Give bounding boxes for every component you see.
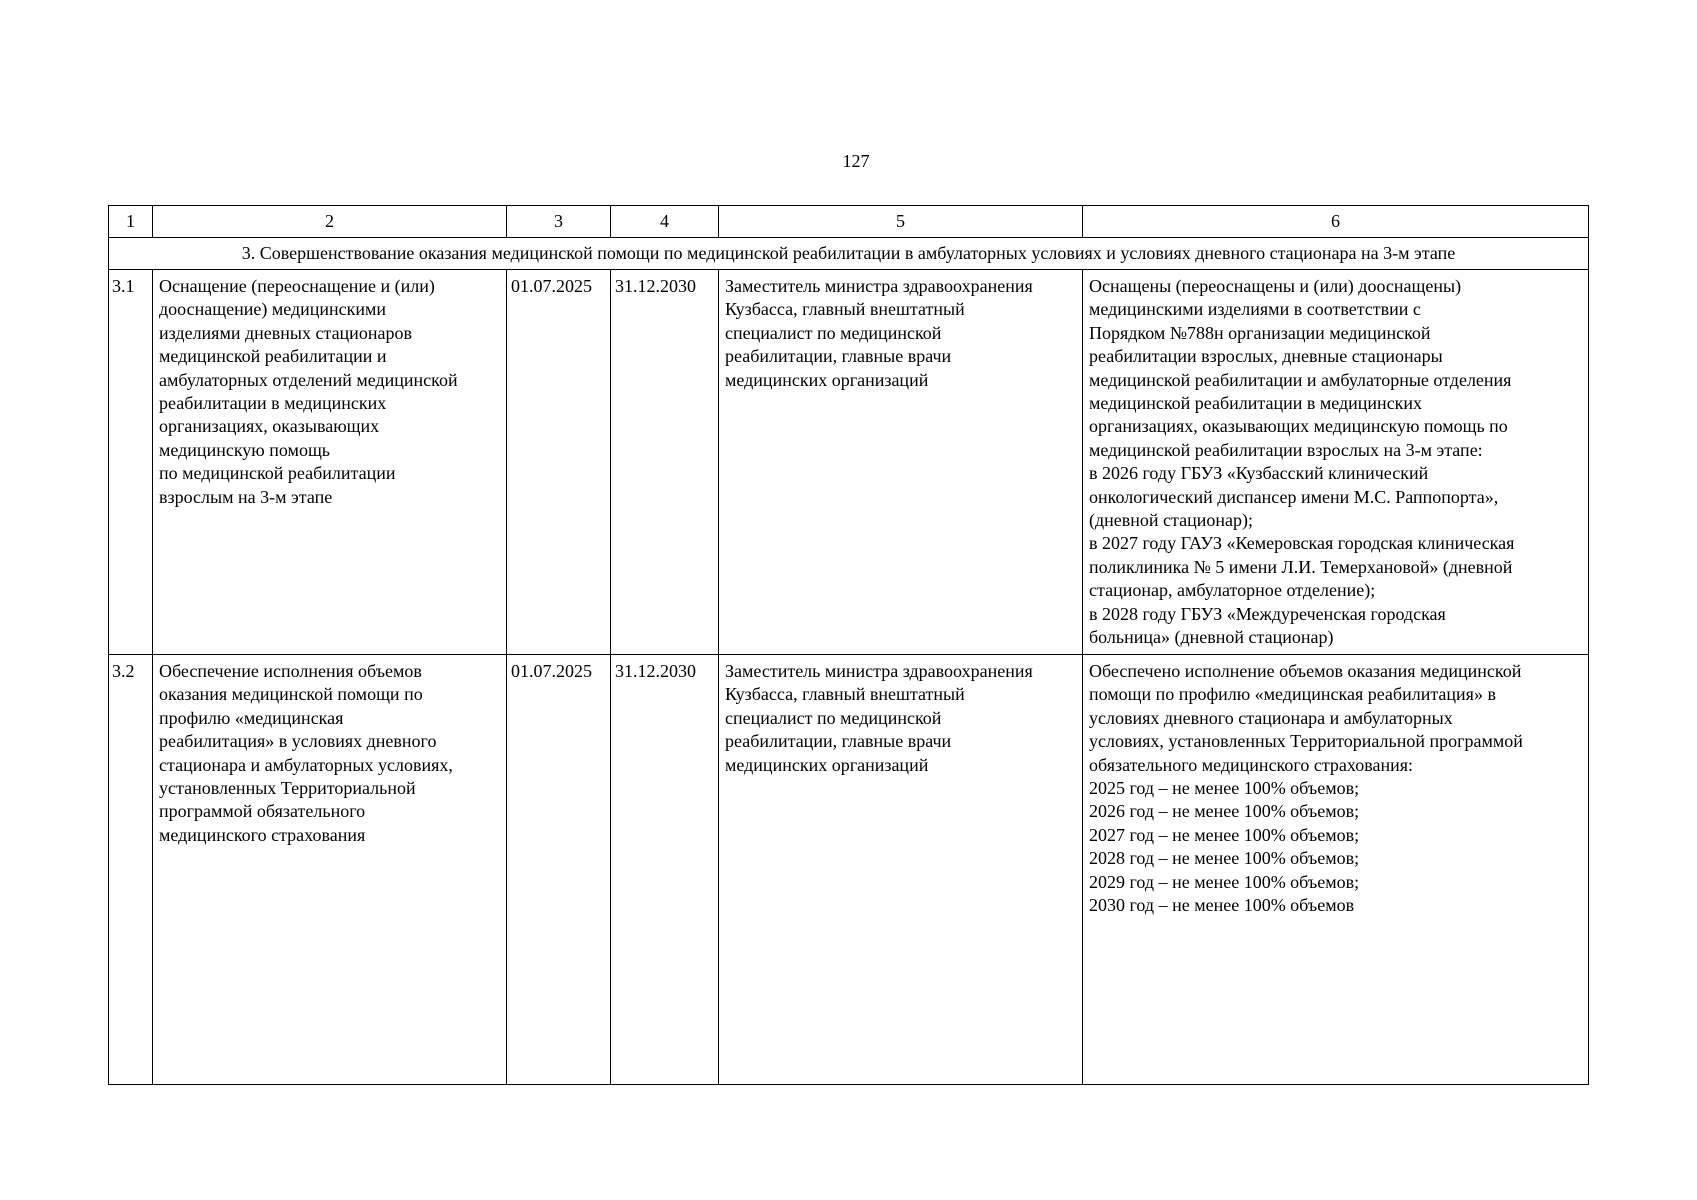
text-line: организациях, оказывающих (159, 416, 380, 437)
table-row (109, 270, 1589, 655)
text-line: реабилитации, главные врачи (725, 346, 952, 367)
text-line: взрослым на 3-м этапе (159, 486, 333, 507)
text-line: реабилитации в медицинских (159, 393, 387, 414)
text-line: по медицинской реабилитации (159, 463, 396, 484)
text-line: амбулаторных отделений медицинской (159, 369, 458, 390)
text-line: медицинского страхования (159, 824, 366, 845)
text-line: установленных Территориальной (159, 778, 416, 799)
text-line: в 2027 году ГАУЗ «Кемеровская городская клиническая (1089, 533, 1515, 554)
text-line: реабилитация» в условиях дневного (159, 731, 437, 752)
text-line: больница» (дневной стационар) (1089, 627, 1334, 648)
start-date: 01.07.2025 (507, 655, 611, 1085)
end-date: 31.12.2030 (611, 270, 719, 655)
text-line: специалист по медицинской (725, 322, 942, 343)
text-line: Обеспечение исполнения объемов (159, 661, 422, 681)
text-line: дооснащение) медицинскими (159, 299, 387, 320)
text-line: медицинских организаций (725, 369, 929, 390)
header-col-4: 4 (611, 206, 719, 238)
text-line: 2027 год – не менее 100% объемов; (1089, 824, 1360, 845)
text-line: онкологический диспансер имени М.С. Раппопорта», (1089, 486, 1499, 507)
responsible-cell (719, 270, 1083, 655)
text-line: специалист по медицинской (725, 707, 942, 728)
text-line: Обеспечено исполнение объемов оказания медицинской (1089, 661, 1522, 681)
result-cell (1083, 270, 1589, 655)
text-line: оказания медицинской помощи по (159, 684, 423, 705)
text-line: 2029 год – не менее 100% объемов; (1089, 871, 1360, 892)
header-col-5: 5 (719, 206, 1083, 238)
section-title: 3. Совершенствование оказания медицинской помощи по медицинской реабилитации в амбулаторных условиях и условиях дневного стационара на 3-м этапе (109, 238, 1589, 270)
text-line: 2026 год – не менее 100% объемов; (1089, 801, 1360, 822)
text-line: 2030 год – не менее 100% объемов (1089, 895, 1355, 916)
section-title-row (109, 238, 1589, 270)
text-line: Кузбасса, главный внештатный (725, 684, 965, 705)
result-cell (1083, 655, 1589, 1085)
text-line: стационар, амбулаторное отделение); (1089, 580, 1376, 601)
text-line: стационара и амбулаторных условиях, (159, 754, 453, 775)
row-number: 3.1 (109, 270, 153, 655)
text-line: медицинских организаций (725, 754, 929, 775)
start-date: 01.07.2025 (507, 270, 611, 655)
text-line: медицинскую помощь (159, 439, 331, 460)
measures-table (108, 205, 1589, 1085)
text-line: организациях, оказывающих медицинскую помощь по (1089, 416, 1508, 437)
text-line: Кузбасса, главный внештатный (725, 299, 965, 320)
activity-cell (153, 270, 507, 655)
table-row (109, 655, 1589, 1085)
text-line: медицинскими изделиями в соответствии с (1089, 299, 1421, 320)
text-line: в 2026 году ГБУЗ «Кузбасский клинический (1089, 463, 1429, 484)
table-header-row (109, 206, 1589, 238)
page-number: 127 (842, 151, 870, 171)
header-col-3: 3 (507, 206, 611, 238)
text-line: Оснащены (переоснащены и (или) дооснащены) (1089, 276, 1462, 296)
text-line: изделиями дневных стационаров (159, 322, 412, 343)
header-col-6: 6 (1083, 206, 1589, 238)
row-number: 3.2 (109, 655, 153, 1085)
text-line: реабилитации взрослых, дневные стационары (1089, 346, 1443, 367)
text-line: условиях дневного стационара и амбулаторных (1089, 707, 1453, 728)
text-line: программой обязательного (159, 801, 366, 822)
text-line: условиях, установленных Территориальной программой (1089, 731, 1523, 752)
text-line: медицинской реабилитации и (159, 346, 387, 367)
header-col-2: 2 (153, 206, 507, 238)
activity-cell (153, 655, 507, 1085)
text-line: 2025 год – не менее 100% объемов; (1089, 778, 1360, 799)
responsible-cell (719, 655, 1083, 1085)
text-line: медицинской реабилитации и амбулаторные отделения (1089, 369, 1512, 390)
text-line: Оснащение (переоснащение и (или) (159, 276, 435, 296)
text-line: 2028 год – не менее 100% объемов; (1089, 848, 1360, 869)
header-col-1: 1 (109, 206, 153, 238)
text-line: Заместитель министра здравоохранения (725, 661, 1033, 681)
text-line: поликлиника № 5 имени Л.И. Темерхановой» (дневной (1089, 556, 1513, 577)
text-line: (дневной стационар); (1089, 510, 1253, 531)
text-line: профилю «медицинская (159, 707, 344, 728)
text-line: Заместитель министра здравоохранения (725, 276, 1033, 296)
text-line: в 2028 году ГБУЗ «Междуреченская городская (1089, 603, 1446, 624)
text-line: реабилитации, главные врачи (725, 731, 952, 752)
text-line: обязательного медицинского страхования: (1089, 754, 1413, 775)
text-line: помощи по профилю «медицинская реабилитация» в (1089, 684, 1496, 705)
text-line: Порядком №788н организации медицинской (1089, 322, 1431, 343)
text-line: медицинской реабилитации в медицинских (1089, 393, 1423, 414)
text-line: медицинской реабилитации взрослых на 3-м этапе: (1089, 439, 1483, 460)
end-date: 31.12.2030 (611, 655, 719, 1085)
